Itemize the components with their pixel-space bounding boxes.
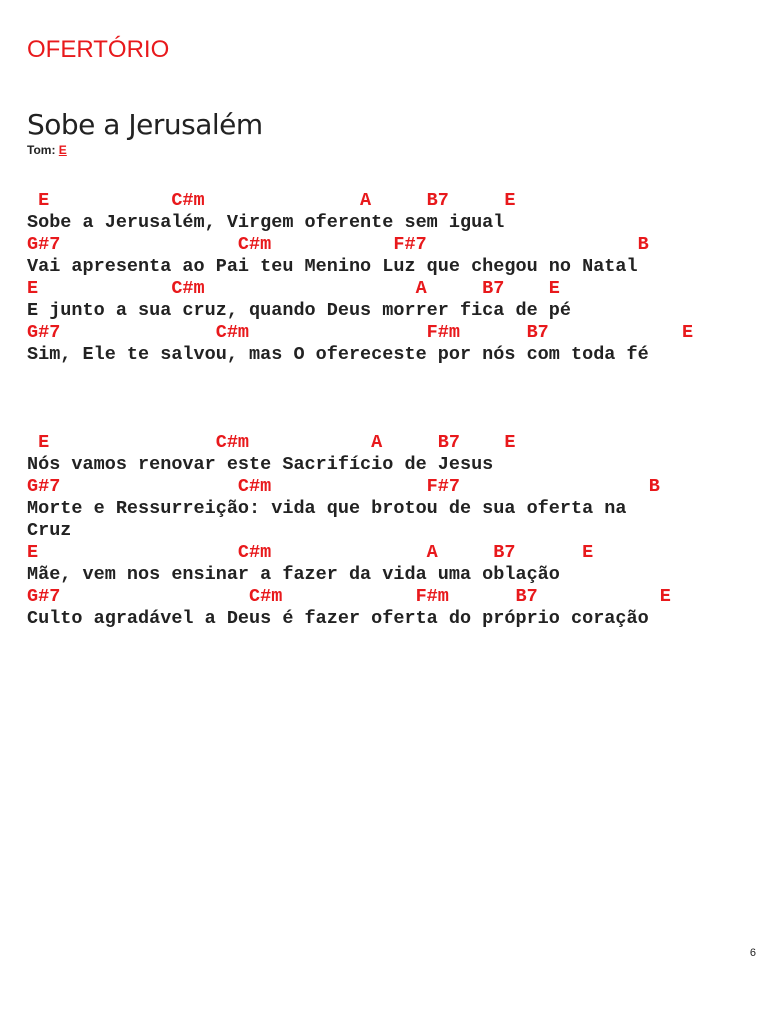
- chord-line: E C#m A B7 E: [27, 542, 594, 563]
- stanza-2: [27, 432, 671, 630]
- page-number: 6: [749, 947, 756, 959]
- chord-line: G#7 C#m F#m B7 E: [27, 322, 694, 343]
- chord-line: G#7 C#m F#7 B: [27, 234, 649, 255]
- lyric-line: Sim, Ele te salvou, mas O ofereceste por nós com toda fé: [27, 344, 649, 365]
- lyric-line: Mãe, vem nos ensinar a fazer da vida uma oblação: [27, 564, 560, 585]
- chord-line: E C#m A B7 E: [27, 190, 516, 211]
- lyric-line: Culto agradável a Deus é fazer oferta do próprio coração: [27, 608, 649, 629]
- song-key: [27, 143, 67, 157]
- section-title: OFERTÓRIO: [27, 36, 170, 63]
- chord-line: E C#m A B7 E: [27, 278, 560, 299]
- lyric-line: Vai apresenta ao Pai teu Menino Luz que chegou no Natal: [27, 256, 638, 277]
- lyric-line: Morte e Ressurreição: vida que brotou de sua oferta na: [27, 498, 627, 519]
- song-key-label: Tom:: [27, 143, 56, 157]
- song-key-value[interactable]: E: [58, 143, 67, 157]
- lyric-line: E junto a sua cruz, quando Deus morrer fica de pé: [27, 300, 571, 321]
- lyric-line: Cruz: [27, 520, 72, 541]
- chord-line: G#7 C#m F#m B7 E: [27, 586, 671, 607]
- chord-line: E C#m A B7 E: [27, 432, 516, 453]
- stanza-1: [27, 190, 693, 366]
- lyric-line: Nós vamos renovar este Sacrifício de Jesus: [27, 454, 494, 475]
- song-title: Sobe a Jerusalém: [27, 108, 263, 141]
- chord-line: G#7 C#m F#7 B: [27, 476, 660, 497]
- lyric-line: Sobe a Jerusalém, Virgem oferente sem igual: [27, 212, 505, 233]
